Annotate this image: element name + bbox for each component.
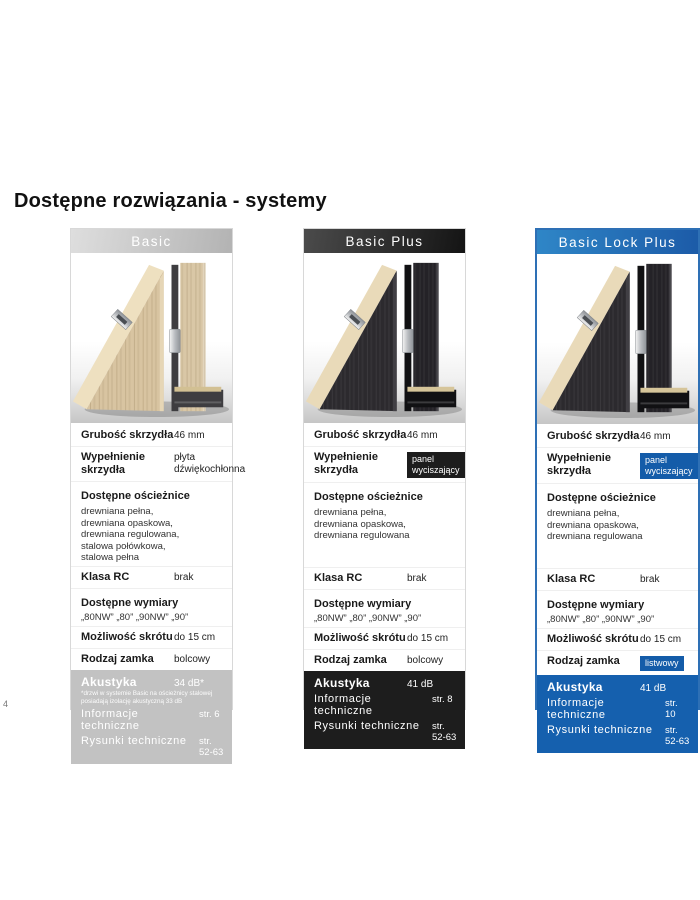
tech-info-label: Informacje techniczne (314, 693, 373, 717)
tech-drawings-label: Rysunki techniczne (547, 724, 653, 736)
spec-label-dimensions: Dostępne wymiary (547, 599, 645, 611)
spec-row-rc (71, 566, 232, 588)
tech-drawings-label: Rysunki techniczne (81, 735, 187, 747)
system-name: Basic Lock Plus (558, 234, 677, 250)
spec-label-thickness: Grubość skrzydła (314, 429, 407, 441)
acoustics-label: Akustyka (81, 675, 137, 689)
spec-value-lock: bolcowy (174, 654, 211, 665)
frames-item: drewniana pełna, (314, 507, 387, 518)
spec-block-frames (304, 482, 465, 567)
spec-table (71, 423, 246, 670)
acoustics-value: 41 dB (407, 679, 434, 690)
card-footer (537, 675, 698, 753)
tech-drawings-row (314, 720, 457, 743)
spec-label-frames: Dostępne ościeżnice (547, 492, 656, 504)
spec-label-shortening: Możliwość skrótu (547, 633, 639, 645)
spec-block-dimensions (71, 588, 232, 626)
spec-value-dimensions: „80NW” „80” „90NW” „90” (314, 613, 422, 624)
spec-row-shortening (304, 627, 465, 649)
spec-label-frames: Dostępne ościeżnice (314, 491, 423, 503)
tech-drawings-page: str. 52-63 (665, 725, 690, 747)
acoustics-row (81, 675, 224, 689)
spec-table (304, 423, 465, 671)
filling-badge: panel wyciszający (640, 453, 698, 479)
spec-block-dimensions (537, 590, 698, 628)
frames-list (81, 504, 224, 564)
spec-value-thickness: 46 mm (407, 430, 438, 441)
system-header-basic (71, 229, 232, 253)
spec-value-lock: bolcowy (407, 655, 444, 666)
tech-drawings-row (547, 724, 690, 747)
system-name: Basic Plus (345, 233, 424, 249)
spec-value-dimensions: „80NW” „80” „90NW” „90” (547, 614, 655, 625)
acoustics-row (314, 676, 457, 690)
spec-block-frames (537, 483, 698, 568)
spec-value-rc: brak (174, 572, 194, 583)
spec-value-shortening: do 15 cm (640, 634, 682, 645)
frames-item: stalowa połówkowa, (81, 540, 166, 552)
spec-label-lock: Rodzaj zamka (547, 655, 620, 667)
tech-info-label: Informacje techniczne (547, 697, 606, 721)
page-number: 4 (3, 699, 9, 709)
spec-row-rc (537, 568, 698, 590)
page-title: Dostępne rozwiązania - systemy (14, 190, 327, 212)
spec-label-thickness: Grubość skrzydła (81, 429, 174, 441)
frames-item: drewniana opaskowa, (81, 517, 173, 529)
card-footer (304, 671, 465, 749)
spec-row-lock (537, 650, 698, 675)
spec-label-thickness: Grubość skrzydła (547, 430, 640, 442)
tech-drawings-page: str. 52-63 (199, 736, 224, 758)
spec-row-shortening (537, 628, 698, 650)
spec-label-filling: Wypełnienie skrzydła (547, 452, 611, 477)
spec-value-dimensions: „80NW” „80” „90NW” „90” (81, 612, 189, 623)
spec-value-shortening: do 15 cm (174, 632, 216, 643)
acoustics-label: Akustyka (547, 680, 603, 694)
spec-label-rc: Klasa RC (547, 573, 596, 585)
spec-row-filling (537, 447, 698, 483)
acoustics-row (547, 680, 690, 694)
frames-item: drewniana regulowana, (81, 529, 180, 540)
spec-label-dimensions: Dostępne wymiary (81, 597, 179, 609)
tech-info-label: Informacje techniczne (81, 708, 140, 732)
frames-list (547, 506, 690, 566)
spec-block-frames (71, 481, 232, 566)
frames-item: drewniana pełna, (81, 506, 154, 517)
card-footer (71, 670, 232, 764)
spec-row-thickness (304, 425, 465, 446)
door-illustration (71, 253, 232, 423)
spec-label-shortening: Możliwość skrótu (81, 631, 173, 643)
spec-row-shortening (71, 626, 232, 648)
tech-drawings-label: Rysunki techniczne (314, 720, 420, 732)
spec-label-lock: Rodzaj zamka (314, 654, 387, 666)
spec-value-rc: brak (640, 574, 660, 585)
spec-row-thickness (71, 425, 232, 446)
door-illustration (304, 253, 465, 423)
spec-label-shortening: Możliwość skrótu (314, 632, 406, 644)
spec-label-dimensions: Dostępne wymiary (314, 598, 412, 610)
door-illustration (537, 254, 698, 424)
frames-item: drewniana regulowana (547, 531, 643, 542)
spec-label-rc: Klasa RC (314, 572, 363, 584)
spec-label-filling: Wypełnienie skrzydła (314, 451, 378, 476)
spec-block-dimensions (304, 589, 465, 627)
system-card-basic-lock-plus (535, 228, 700, 747)
lock-badge: listwowy (640, 656, 684, 671)
spec-row-filling (304, 446, 465, 482)
frames-item: drewniana pełna, (547, 508, 620, 519)
tech-info-row (81, 708, 224, 732)
frames-item: drewniana regulowana (314, 530, 410, 541)
spec-value-shortening: do 15 cm (407, 633, 449, 644)
spec-label-rc: Klasa RC (81, 571, 130, 583)
spec-label-filling: Wypełnienie skrzydła (81, 451, 145, 476)
tech-info-page: str. 10 (665, 698, 678, 720)
spec-label-frames: Dostępne ościeżnice (81, 490, 190, 502)
spec-row-thickness (537, 426, 698, 447)
spec-table (537, 424, 698, 675)
frames-item: drewniana opaskowa, (547, 519, 639, 531)
frames-list (314, 505, 457, 565)
system-card-basic (70, 228, 246, 758)
tech-drawings-row (81, 735, 224, 758)
spec-value-thickness: 46 mm (640, 431, 671, 442)
spec-value-thickness: 46 mm (174, 430, 205, 441)
spec-value-rc: brak (407, 573, 427, 584)
tech-drawings-page: str. 52-63 (432, 721, 457, 743)
spec-value-filling: płyta dźwiękochłonna (174, 452, 246, 475)
acoustics-label: Akustyka (314, 676, 370, 690)
tech-info-row (314, 693, 457, 717)
acoustics-value: 34 dB* (174, 678, 205, 689)
spec-row-lock (304, 649, 465, 671)
system-name: Basic (131, 233, 172, 249)
system-header-basic-plus (304, 229, 465, 253)
spec-row-filling (71, 446, 246, 481)
frames-item: drewniana opaskowa, (314, 518, 406, 530)
frames-item: stalowa pełna (81, 552, 140, 563)
spec-row-lock (71, 648, 232, 670)
tech-info-row (547, 697, 690, 721)
acoustics-value: 41 dB (640, 683, 667, 694)
tech-info-page: str. 8 (432, 694, 453, 705)
spec-row-rc (304, 567, 465, 589)
system-card-basic-plus (303, 228, 466, 743)
filling-badge: panel wyciszający (407, 452, 465, 478)
tech-info-page: str. 6 (199, 709, 220, 720)
system-header-basic-lock-plus (537, 230, 698, 254)
acoustics-footnote: *drzwi w systemie Basic na ościeżnicy stalowej posiadają izolację akustyczną 33 dB (81, 690, 213, 705)
spec-label-lock: Rodzaj zamka (81, 653, 154, 665)
